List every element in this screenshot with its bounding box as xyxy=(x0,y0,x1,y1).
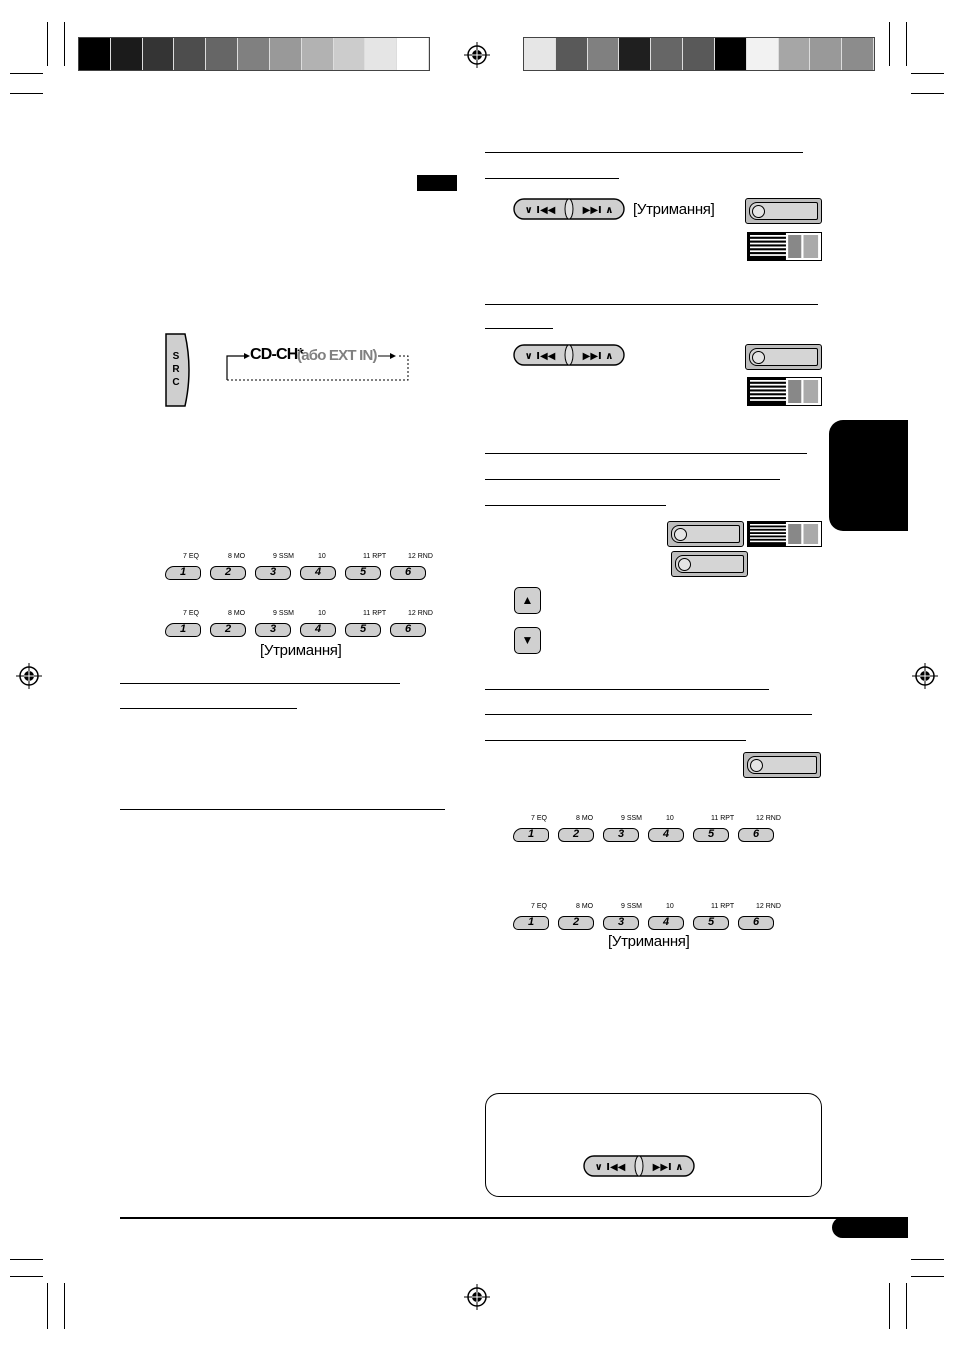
preset-secondary-label: 12 RND xyxy=(756,903,781,910)
text-underline xyxy=(485,479,780,480)
preset-button-3[interactable]: 3 xyxy=(255,623,291,637)
color-swatch xyxy=(588,38,620,70)
preset-secondary-label: 7 EQ xyxy=(531,815,547,822)
lcd-panel xyxy=(747,232,822,261)
preset-button-6[interactable]: 6 xyxy=(390,566,426,580)
color-swatch xyxy=(206,38,238,70)
crop-mark xyxy=(889,22,890,66)
src-letter-s: S xyxy=(172,351,180,362)
preset-secondary-label: 9 SSM xyxy=(273,553,295,560)
color-swatch xyxy=(715,38,747,70)
src-letter-c: C xyxy=(172,377,180,388)
crop-mark xyxy=(906,1283,907,1329)
registration-mark-left-icon xyxy=(16,663,42,689)
color-swatch xyxy=(556,38,588,70)
display-unit xyxy=(671,551,748,577)
crop-mark xyxy=(911,1276,944,1277)
preset-button-3[interactable]: 3 xyxy=(603,916,639,930)
preset-secondary-label: 11 RPT xyxy=(363,610,387,617)
registration-mark-top-icon xyxy=(464,42,490,68)
preset-secondary-label: 10 xyxy=(318,610,326,617)
text-underline xyxy=(120,708,297,709)
seek-forward-symbols: ▶▶I ∧ xyxy=(582,351,614,362)
preset-button-1[interactable]: 1 xyxy=(513,916,549,930)
crop-mark xyxy=(47,22,48,66)
display-unit xyxy=(745,198,822,224)
hold-label: [Утримання] xyxy=(260,642,342,659)
crop-mark xyxy=(10,1276,43,1277)
preset-button-row xyxy=(513,815,783,845)
preset-secondary-label: 7 EQ xyxy=(183,553,199,560)
crop-mark xyxy=(64,1283,65,1329)
preset-secondary-label: 11 RPT xyxy=(363,553,387,560)
color-swatch xyxy=(334,38,366,70)
color-swatch xyxy=(143,38,175,70)
preset-button-4[interactable]: 4 xyxy=(648,828,684,842)
preset-secondary-label: 8 MO xyxy=(576,815,594,822)
seek-button[interactable] xyxy=(513,344,625,366)
color-swatch xyxy=(270,38,302,70)
preset-button-3[interactable]: 3 xyxy=(255,566,291,580)
preset-secondary-label: 10 xyxy=(666,903,674,910)
preset-button-row xyxy=(165,610,435,640)
triangle-up-icon: ▲ xyxy=(521,593,534,607)
crop-mark xyxy=(911,1259,944,1260)
seek-back-symbols: ∨ I◀◀ xyxy=(524,351,556,362)
hold-label: [Утримання] xyxy=(608,933,690,950)
preset-button-2[interactable]: 2 xyxy=(558,916,594,930)
preset-button-5[interactable]: 5 xyxy=(693,916,729,930)
triangle-down-icon: ▼ xyxy=(521,633,534,647)
crop-mark xyxy=(10,1259,43,1260)
color-swatch xyxy=(842,38,874,70)
seek-button[interactable] xyxy=(583,1155,695,1177)
color-swatch xyxy=(747,38,779,70)
text-underline xyxy=(485,304,818,305)
text-underline xyxy=(120,683,400,684)
color-swatch xyxy=(524,38,556,70)
color-swatch xyxy=(619,38,651,70)
color-swatch xyxy=(683,38,715,70)
text-underline xyxy=(120,809,445,810)
hold-label: [Утримання] xyxy=(633,201,715,218)
color-strip-right xyxy=(523,37,875,71)
footer-rule xyxy=(120,1217,908,1219)
preset-secondary-label: 9 SSM xyxy=(621,903,643,910)
preset-button-2[interactable]: 2 xyxy=(210,623,246,637)
color-swatch xyxy=(651,38,683,70)
text-underline xyxy=(485,152,803,153)
preset-button-1[interactable]: 1 xyxy=(165,623,201,637)
src-button[interactable] xyxy=(163,332,197,408)
preset-secondary-label: 12 RND xyxy=(408,610,433,617)
color-swatch xyxy=(397,38,429,70)
preset-button-row xyxy=(165,553,435,583)
preset-button-5[interactable]: 5 xyxy=(345,566,381,580)
lcd-panel xyxy=(747,377,822,406)
display-unit xyxy=(743,752,821,778)
crop-mark xyxy=(10,93,43,94)
source-cycle-alt-label: (або EXT IN) xyxy=(297,347,377,364)
preset-button-4[interactable]: 4 xyxy=(300,623,336,637)
display-unit xyxy=(745,344,822,370)
color-swatch xyxy=(302,38,334,70)
crop-mark xyxy=(10,73,43,74)
preset-button-1[interactable]: 1 xyxy=(165,566,201,580)
display-unit xyxy=(667,521,744,547)
preset-button-3[interactable]: 3 xyxy=(603,828,639,842)
src-letter-r: R xyxy=(172,364,180,375)
preset-secondary-label: 7 EQ xyxy=(531,903,547,910)
preset-button-2[interactable]: 2 xyxy=(558,828,594,842)
preset-button-6[interactable]: 6 xyxy=(738,916,774,930)
preset-secondary-label: 7 EQ xyxy=(183,610,199,617)
crop-mark xyxy=(64,22,65,66)
source-cycle-main-label: CD-CH* xyxy=(250,346,303,363)
color-swatch xyxy=(79,38,111,70)
color-swatch xyxy=(779,38,811,70)
preset-secondary-label: 9 SSM xyxy=(273,610,295,617)
preset-secondary-label: 12 RND xyxy=(756,815,781,822)
color-swatch xyxy=(365,38,397,70)
text-underline xyxy=(485,689,769,690)
up-arrow-button[interactable] xyxy=(514,587,541,614)
crop-mark xyxy=(911,73,944,74)
text-underline xyxy=(485,740,746,741)
text-underline xyxy=(485,328,553,329)
seek-button[interactable] xyxy=(513,198,625,220)
section-marker xyxy=(417,175,457,191)
page-number-tab xyxy=(832,1217,908,1238)
seek-forward-symbols: ▶▶I ∧ xyxy=(652,1162,684,1173)
preset-secondary-label: 11 RPT xyxy=(711,815,735,822)
lcd-panel xyxy=(747,521,822,547)
preset-secondary-label: 8 MO xyxy=(228,610,246,617)
preset-button-2[interactable]: 2 xyxy=(210,566,246,580)
preset-button-4[interactable]: 4 xyxy=(648,916,684,930)
preset-button-1[interactable]: 1 xyxy=(513,828,549,842)
language-side-tab xyxy=(829,420,908,531)
preset-button-4[interactable]: 4 xyxy=(300,566,336,580)
preset-button-6[interactable]: 6 xyxy=(390,623,426,637)
text-underline xyxy=(485,714,812,715)
text-underline xyxy=(485,453,807,454)
preset-secondary-label: 10 xyxy=(666,815,674,822)
color-swatch xyxy=(238,38,270,70)
preset-secondary-label: 10 xyxy=(318,553,326,560)
seek-forward-symbols: ▶▶I ∧ xyxy=(582,205,614,216)
color-strip-left xyxy=(78,37,430,71)
color-swatch xyxy=(111,38,143,70)
preset-secondary-label: 8 MO xyxy=(576,903,594,910)
crop-mark xyxy=(47,1283,48,1329)
preset-secondary-label: 12 RND xyxy=(408,553,433,560)
preset-secondary-label: 8 MO xyxy=(228,553,246,560)
preset-secondary-label: 9 SSM xyxy=(621,815,643,822)
preset-button-5[interactable]: 5 xyxy=(693,828,729,842)
note-box xyxy=(485,1093,822,1197)
registration-mark-bottom-icon xyxy=(464,1284,490,1310)
seek-back-symbols: ∨ I◀◀ xyxy=(524,205,556,216)
crop-mark xyxy=(906,22,907,66)
registration-mark-right-icon xyxy=(912,663,938,689)
text-underline xyxy=(485,505,666,506)
preset-button-5[interactable]: 5 xyxy=(345,623,381,637)
color-swatch xyxy=(810,38,842,70)
crop-mark xyxy=(889,1283,890,1329)
preset-secondary-label: 11 RPT xyxy=(711,903,735,910)
preset-button-row xyxy=(513,903,783,933)
color-swatch xyxy=(174,38,206,70)
down-arrow-button[interactable] xyxy=(514,627,541,654)
seek-back-symbols: ∨ I◀◀ xyxy=(594,1162,626,1173)
preset-button-6[interactable]: 6 xyxy=(738,828,774,842)
crop-mark xyxy=(911,93,944,94)
text-underline xyxy=(485,178,619,179)
